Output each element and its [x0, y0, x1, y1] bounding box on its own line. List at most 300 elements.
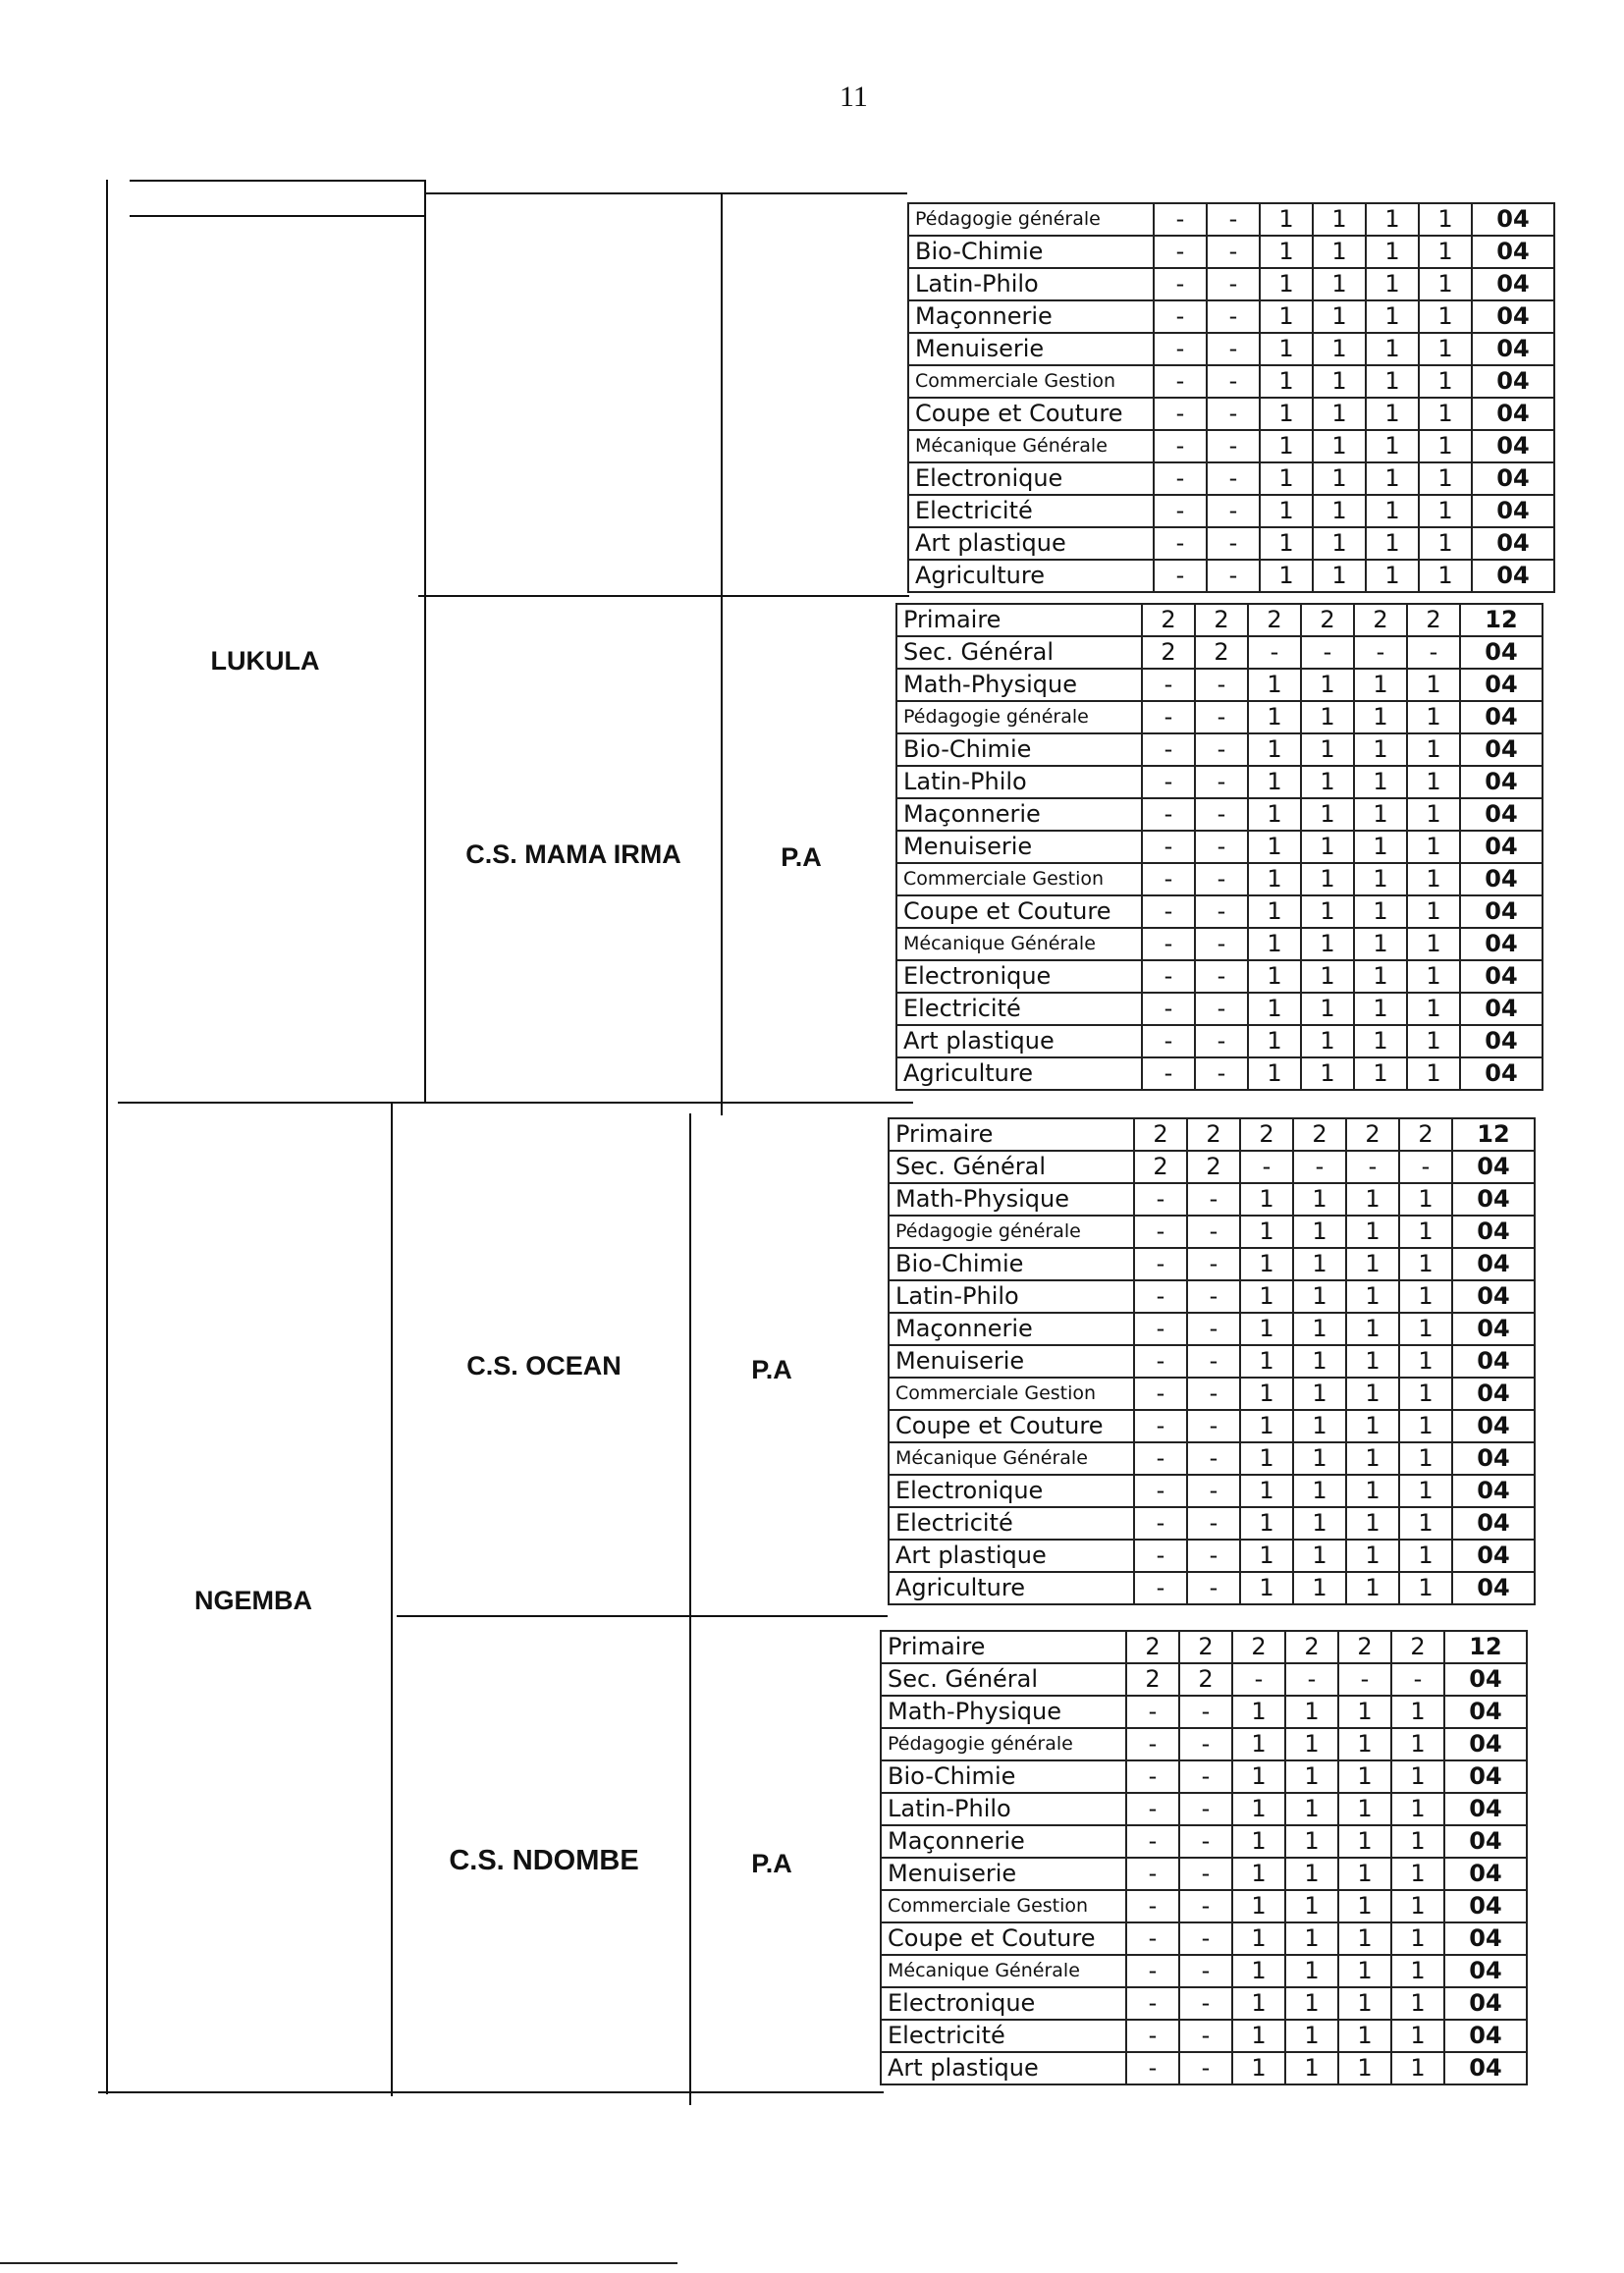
class-count-cell: 1	[1260, 300, 1313, 333]
class-count-cell: -	[1195, 1025, 1248, 1057]
class-count-cell: -	[1142, 993, 1195, 1025]
section-name-cell: Primaire	[889, 1118, 1134, 1151]
section-name-cell: Mécanique Générale	[908, 430, 1154, 462]
section-name-cell: Math-Physique	[881, 1696, 1126, 1728]
class-count-cell: 1	[1399, 1216, 1452, 1248]
class-count-cell: 1	[1248, 798, 1301, 831]
total-cell: 04	[1452, 1313, 1535, 1345]
class-count-cell: -	[1207, 365, 1260, 398]
table-row	[896, 863, 1543, 895]
class-count-cell: 1	[1354, 1025, 1407, 1057]
class-count-cell: 1	[1260, 268, 1313, 300]
total-cell: 04	[1472, 560, 1554, 592]
class-count-cell: -	[1154, 398, 1207, 430]
total-cell: 04	[1472, 430, 1554, 462]
class-count-cell: -	[1154, 560, 1207, 592]
total-cell: 04	[1460, 895, 1543, 928]
table-row	[908, 462, 1554, 495]
class-count-cell: 1	[1285, 1987, 1338, 2020]
class-count-cell: 1	[1248, 895, 1301, 928]
class-count-cell: 1	[1346, 1507, 1399, 1540]
class-count-cell: 1	[1240, 1280, 1293, 1313]
school-name-mama-irma: C.S. MAMA IRMA	[465, 839, 681, 869]
class-count-cell: 1	[1232, 1793, 1285, 1825]
class-count-cell: -	[1195, 701, 1248, 733]
class-count-cell: -	[1126, 1922, 1179, 1955]
section-name-cell: Commerciale Gestion	[896, 863, 1142, 895]
class-count-cell: 1	[1407, 733, 1460, 766]
class-count-cell: -	[1134, 1475, 1187, 1507]
class-count-cell: 2	[1134, 1118, 1187, 1151]
class-count-cell: 1	[1366, 203, 1419, 236]
class-count-cell: 1	[1248, 831, 1301, 863]
class-count-cell: -	[1179, 2020, 1232, 2052]
class-count-cell: -	[1154, 333, 1207, 365]
total-cell: 04	[1472, 398, 1554, 430]
class-count-cell: 1	[1346, 1540, 1399, 1572]
class-count-cell: 1	[1419, 268, 1472, 300]
section-name-cell: Menuiserie	[881, 1858, 1126, 1890]
section-name-cell: Pédagogie générale	[889, 1216, 1134, 1248]
class-count-cell: 1	[1260, 462, 1313, 495]
table-row	[896, 831, 1543, 863]
class-count-cell: 1	[1354, 993, 1407, 1025]
class-count-cell: -	[1195, 895, 1248, 928]
table-row	[881, 1955, 1527, 1987]
class-count-cell: 1	[1419, 236, 1472, 268]
section-name-cell: Bio-Chimie	[881, 1760, 1126, 1793]
table-row	[896, 604, 1543, 636]
class-count-cell: 1	[1354, 831, 1407, 863]
section-name-cell: Electricité	[889, 1507, 1134, 1540]
section-name-cell: Latin-Philo	[889, 1280, 1134, 1313]
class-count-cell: -	[1154, 527, 1207, 560]
class-count-cell: 1	[1391, 1890, 1444, 1922]
class-count-cell: 1	[1399, 1378, 1452, 1410]
class-count-cell: 1	[1346, 1280, 1399, 1313]
section-name-cell: Maçonnerie	[908, 300, 1154, 333]
class-count-cell: 2	[1179, 1631, 1232, 1663]
group-name-lukula: LUKULA	[210, 646, 320, 676]
class-count-cell: 1	[1232, 1922, 1285, 1955]
class-count-cell: -	[1154, 236, 1207, 268]
section-name-cell: Maçonnerie	[881, 1825, 1126, 1858]
class-count-cell: 1	[1407, 798, 1460, 831]
total-cell: 12	[1444, 1631, 1527, 1663]
group-column-right-border	[424, 180, 426, 1103]
class-count-cell: 1	[1240, 1540, 1293, 1572]
total-cell: 04	[1452, 1572, 1535, 1604]
section-name-cell: Art plastique	[896, 1025, 1142, 1057]
total-cell: 04	[1444, 1890, 1527, 1922]
class-count-cell: 1	[1248, 733, 1301, 766]
class-count-cell: 1	[1240, 1410, 1293, 1442]
section-name-cell: Pédagogie générale	[896, 701, 1142, 733]
class-count-cell: 1	[1293, 1540, 1346, 1572]
class-count-cell: 2	[1126, 1663, 1179, 1696]
class-count-cell: 1	[1391, 1793, 1444, 1825]
table-row	[881, 1890, 1527, 1922]
class-count-cell: 1	[1313, 527, 1366, 560]
class-count-cell: -	[1346, 1151, 1399, 1183]
class-count-cell: -	[1126, 1955, 1179, 1987]
class-count-cell: -	[1285, 1663, 1338, 1696]
class-count-cell: 1	[1240, 1216, 1293, 1248]
class-count-cell: 1	[1301, 701, 1354, 733]
class-count-cell: 1	[1419, 462, 1472, 495]
class-count-cell: -	[1179, 1825, 1232, 1858]
class-count-cell: 1	[1293, 1183, 1346, 1216]
section-name-cell: Art plastique	[908, 527, 1154, 560]
class-count-cell: -	[1142, 1025, 1195, 1057]
section-name-cell: Electricité	[881, 2020, 1126, 2052]
sections-table-block-1	[895, 603, 1543, 1091]
class-count-cell: -	[1142, 960, 1195, 993]
class-count-cell: -	[1207, 527, 1260, 560]
table-row	[889, 1280, 1535, 1313]
class-count-cell: -	[1187, 1410, 1240, 1442]
class-count-cell: 1	[1232, 1987, 1285, 2020]
section-name-cell: Art plastique	[881, 2052, 1126, 2084]
class-count-cell: 2	[1142, 604, 1195, 636]
table-row	[908, 268, 1554, 300]
class-count-cell: 1	[1338, 1760, 1391, 1793]
class-count-cell: 2	[1293, 1118, 1346, 1151]
class-count-cell: 1	[1419, 398, 1472, 430]
class-count-cell: -	[1179, 1858, 1232, 1890]
class-count-cell: -	[1179, 1890, 1232, 1922]
class-count-cell: -	[1134, 1540, 1187, 1572]
class-count-cell: 2	[1187, 1151, 1240, 1183]
class-count-cell: -	[1142, 1057, 1195, 1090]
table-row	[896, 1057, 1543, 1090]
class-count-cell: 2	[1407, 604, 1460, 636]
table-row	[889, 1248, 1535, 1280]
class-count-cell: 1	[1248, 1057, 1301, 1090]
section-name-cell: Electronique	[908, 462, 1154, 495]
class-count-cell: 1	[1419, 430, 1472, 462]
total-cell: 04	[1472, 527, 1554, 560]
class-count-cell: -	[1207, 430, 1260, 462]
table-row	[896, 960, 1543, 993]
total-cell: 04	[1444, 1987, 1527, 2020]
table-row	[881, 1922, 1527, 1955]
total-cell: 04	[1452, 1540, 1535, 1572]
total-cell: 04	[1452, 1345, 1535, 1378]
class-count-cell: 1	[1407, 831, 1460, 863]
class-count-cell: 1	[1248, 766, 1301, 798]
table-row	[908, 398, 1554, 430]
class-count-cell: 1	[1407, 1025, 1460, 1057]
class-count-cell: -	[1134, 1280, 1187, 1313]
class-count-cell: -	[1179, 1987, 1232, 2020]
class-count-cell: 1	[1399, 1410, 1452, 1442]
section-name-cell: Menuiserie	[908, 333, 1154, 365]
class-count-cell: 1	[1293, 1378, 1346, 1410]
class-count-cell: -	[1207, 495, 1260, 527]
class-count-cell: 1	[1260, 203, 1313, 236]
total-cell: 04	[1472, 203, 1554, 236]
class-count-cell: 1	[1346, 1378, 1399, 1410]
class-count-cell: -	[1195, 863, 1248, 895]
class-count-cell: -	[1187, 1572, 1240, 1604]
class-count-cell: -	[1142, 928, 1195, 960]
class-count-cell: 1	[1240, 1248, 1293, 1280]
class-count-cell: 1	[1399, 1475, 1452, 1507]
class-count-cell: -	[1195, 733, 1248, 766]
table-row	[908, 430, 1554, 462]
class-count-cell: -	[1207, 333, 1260, 365]
class-count-cell: 1	[1346, 1410, 1399, 1442]
class-count-cell: 1	[1354, 669, 1407, 701]
class-count-cell: 1	[1354, 928, 1407, 960]
total-cell: 04	[1452, 1378, 1535, 1410]
class-count-cell: -	[1179, 2052, 1232, 2084]
class-count-cell: -	[1154, 365, 1207, 398]
school-name-ndombe: C.S. NDOMBE	[449, 1845, 639, 1876]
class-count-cell: 1	[1338, 1890, 1391, 1922]
section-name-cell: Coupe et Couture	[889, 1410, 1134, 1442]
class-count-cell: 1	[1285, 1793, 1338, 1825]
class-count-cell: 1	[1346, 1313, 1399, 1345]
class-count-cell: 1	[1285, 2052, 1338, 2084]
class-count-cell: 2	[1179, 1663, 1232, 1696]
class-count-cell: 2	[1240, 1118, 1293, 1151]
table-row	[896, 798, 1543, 831]
class-count-cell: -	[1134, 1345, 1187, 1378]
class-count-cell: 1	[1407, 863, 1460, 895]
total-cell: 04	[1452, 1280, 1535, 1313]
regime-column-left-border-2	[689, 1113, 691, 2105]
section-name-cell: Math-Physique	[896, 669, 1142, 701]
class-count-cell: -	[1154, 203, 1207, 236]
class-count-cell: 1	[1248, 1025, 1301, 1057]
class-count-cell: -	[1126, 1793, 1179, 1825]
section-name-cell: Commerciale Gestion	[889, 1378, 1134, 1410]
class-count-cell: 1	[1240, 1345, 1293, 1378]
class-count-cell: -	[1142, 895, 1195, 928]
class-count-cell: 1	[1366, 430, 1419, 462]
class-count-cell: 1	[1419, 365, 1472, 398]
table-row	[881, 1793, 1527, 1825]
class-count-cell: 1	[1285, 1760, 1338, 1793]
total-cell: 04	[1444, 1728, 1527, 1760]
total-cell: 04	[1472, 236, 1554, 268]
section-name-cell: Latin-Philo	[896, 766, 1142, 798]
class-count-cell: -	[1195, 831, 1248, 863]
class-count-cell: 1	[1240, 1475, 1293, 1507]
section-name-cell: Agriculture	[889, 1572, 1134, 1604]
class-count-cell: 1	[1301, 733, 1354, 766]
class-count-cell: 1	[1313, 365, 1366, 398]
class-count-cell: 2	[1338, 1631, 1391, 1663]
sections-table-block-2	[888, 1117, 1536, 1605]
class-count-cell: 1	[1232, 1696, 1285, 1728]
section-name-cell: Coupe et Couture	[896, 895, 1142, 928]
class-count-cell: 1	[1313, 560, 1366, 592]
class-count-cell: 1	[1346, 1345, 1399, 1378]
total-cell: 04	[1452, 1475, 1535, 1507]
class-count-cell: -	[1187, 1248, 1240, 1280]
table-row	[881, 1696, 1527, 1728]
class-count-cell: -	[1154, 430, 1207, 462]
sections-table-block-3	[880, 1630, 1528, 2085]
class-count-cell: -	[1126, 1696, 1179, 1728]
class-count-cell: 1	[1301, 831, 1354, 863]
class-count-cell: -	[1142, 831, 1195, 863]
class-count-cell: 1	[1240, 1378, 1293, 1410]
class-count-cell: 1	[1338, 1825, 1391, 1858]
table-row	[889, 1540, 1535, 1572]
class-count-cell: 1	[1232, 1760, 1285, 1793]
class-count-cell: 1	[1260, 236, 1313, 268]
regime-ocean: P.A	[751, 1355, 792, 1384]
table-row	[881, 2020, 1527, 2052]
table-row	[889, 1442, 1535, 1475]
class-count-cell: 1	[1399, 1183, 1452, 1216]
class-count-cell: -	[1207, 236, 1260, 268]
class-count-cell: 1	[1338, 2052, 1391, 2084]
class-count-cell: -	[1187, 1442, 1240, 1475]
class-count-cell: 1	[1399, 1507, 1452, 1540]
class-count-cell: 1	[1399, 1345, 1452, 1378]
class-count-cell: 1	[1419, 560, 1472, 592]
section-name-cell: Primaire	[881, 1631, 1126, 1663]
class-count-cell: 1	[1248, 669, 1301, 701]
class-count-cell: -	[1134, 1507, 1187, 1540]
class-count-cell: -	[1126, 2052, 1179, 2084]
class-count-cell: 1	[1354, 766, 1407, 798]
table-row	[889, 1216, 1535, 1248]
class-count-cell: 1	[1338, 1858, 1391, 1890]
class-count-cell: 1	[1338, 1955, 1391, 1987]
class-count-cell: 1	[1407, 993, 1460, 1025]
total-cell: 04	[1460, 701, 1543, 733]
class-count-cell: -	[1134, 1183, 1187, 1216]
class-count-cell: 2	[1391, 1631, 1444, 1663]
class-count-cell: 1	[1293, 1507, 1346, 1540]
class-count-cell: 1	[1354, 863, 1407, 895]
class-count-cell: 1	[1240, 1507, 1293, 1540]
total-cell: 04	[1460, 766, 1543, 798]
table-row	[908, 495, 1554, 527]
class-count-cell: -	[1187, 1475, 1240, 1507]
class-count-cell: -	[1301, 636, 1354, 669]
class-count-cell: -	[1248, 636, 1301, 669]
class-count-cell: 1	[1338, 1922, 1391, 1955]
class-count-cell: 2	[1354, 604, 1407, 636]
total-cell: 04	[1472, 462, 1554, 495]
class-count-cell: 1	[1313, 462, 1366, 495]
section-name-cell: Bio-Chimie	[889, 1248, 1134, 1280]
class-count-cell: -	[1179, 1696, 1232, 1728]
class-count-cell: 1	[1301, 669, 1354, 701]
class-count-cell: 1	[1407, 669, 1460, 701]
total-cell: 04	[1460, 863, 1543, 895]
table-row	[881, 1858, 1527, 1890]
class-count-cell: 1	[1301, 798, 1354, 831]
class-count-cell: 1	[1313, 398, 1366, 430]
class-count-cell: 1	[1313, 236, 1366, 268]
regime-column-left-border	[721, 192, 723, 1115]
class-count-cell: 1	[1285, 1858, 1338, 1890]
class-count-cell: 1	[1366, 495, 1419, 527]
class-count-cell: -	[1142, 669, 1195, 701]
section-name-cell: Bio-Chimie	[908, 236, 1154, 268]
table-row	[889, 1378, 1535, 1410]
class-count-cell: -	[1195, 960, 1248, 993]
class-count-cell: 2	[1134, 1151, 1187, 1183]
class-count-cell: -	[1187, 1507, 1240, 1540]
total-cell: 04	[1460, 1025, 1543, 1057]
class-count-cell: 1	[1248, 863, 1301, 895]
class-count-cell: 1	[1301, 928, 1354, 960]
table-row	[889, 1572, 1535, 1604]
table-row	[881, 1663, 1527, 1696]
section-name-cell: Sec. Général	[881, 1663, 1126, 1696]
school-name-ocean: C.S. OCEAN	[466, 1351, 622, 1380]
total-cell: 04	[1460, 798, 1543, 831]
class-count-cell: 1	[1346, 1475, 1399, 1507]
total-cell: 04	[1444, 1858, 1527, 1890]
class-count-cell: 1	[1391, 1922, 1444, 1955]
table-row	[908, 365, 1554, 398]
class-count-cell: -	[1142, 863, 1195, 895]
section-name-cell: Pédagogie générale	[908, 203, 1154, 236]
class-count-cell: 1	[1407, 960, 1460, 993]
class-count-cell: -	[1154, 300, 1207, 333]
section-name-cell: Menuiserie	[889, 1345, 1134, 1378]
class-count-cell: 1	[1293, 1313, 1346, 1345]
table-row	[908, 560, 1554, 592]
class-count-cell: 1	[1346, 1216, 1399, 1248]
class-count-cell: 1	[1301, 993, 1354, 1025]
class-count-cell: 1	[1399, 1313, 1452, 1345]
class-count-cell: 1	[1366, 333, 1419, 365]
class-count-cell: 2	[1285, 1631, 1338, 1663]
class-count-cell: 1	[1391, 1825, 1444, 1858]
class-count-cell: 1	[1338, 1696, 1391, 1728]
class-count-cell: -	[1179, 1728, 1232, 1760]
class-count-cell: 1	[1260, 430, 1313, 462]
class-count-cell: 1	[1248, 701, 1301, 733]
table-row	[881, 1825, 1527, 1858]
school-divider-2	[397, 1615, 888, 1617]
class-count-cell: 1	[1407, 928, 1460, 960]
class-count-cell: 2	[1195, 636, 1248, 669]
class-count-cell: -	[1126, 1728, 1179, 1760]
section-name-cell: Commerciale Gestion	[881, 1890, 1126, 1922]
class-count-cell: 1	[1366, 365, 1419, 398]
table-top-border	[130, 180, 426, 182]
total-cell: 04	[1460, 960, 1543, 993]
class-count-cell: -	[1126, 1825, 1179, 1858]
class-count-cell: 1	[1260, 398, 1313, 430]
class-count-cell: -	[1142, 798, 1195, 831]
class-count-cell: -	[1142, 766, 1195, 798]
table-row	[896, 928, 1543, 960]
class-count-cell: 1	[1232, 2020, 1285, 2052]
class-count-cell: -	[1126, 1858, 1179, 1890]
table-row	[881, 1760, 1527, 1793]
class-count-cell: -	[1195, 928, 1248, 960]
section-name-cell: Primaire	[896, 604, 1142, 636]
class-count-cell: 1	[1419, 203, 1472, 236]
section-name-cell: Agriculture	[896, 1057, 1142, 1090]
total-cell: 04	[1452, 1442, 1535, 1475]
table-row	[889, 1118, 1535, 1151]
class-count-cell: 1	[1301, 863, 1354, 895]
